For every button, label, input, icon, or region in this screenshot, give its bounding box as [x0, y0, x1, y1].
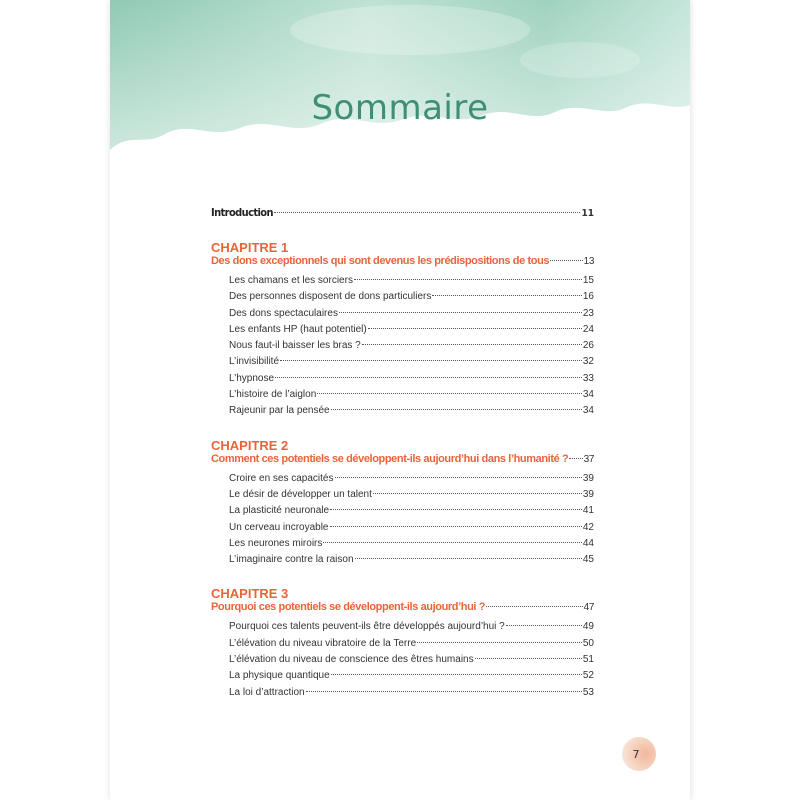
toc-entry-label: Le désir de développer un talent — [229, 488, 372, 500]
toc-item[interactable] — [229, 324, 594, 340]
toc-entry-label: Des dons spectaculaires — [229, 307, 338, 319]
toc-item[interactable] — [229, 291, 594, 307]
chapter-heading: CHAPITRE 2 — [211, 437, 289, 453]
dot-leader — [486, 606, 583, 607]
dot-leader — [323, 542, 582, 543]
dot-leader — [331, 409, 582, 410]
toc-entry-label: La plasticité neuronale — [229, 505, 330, 517]
toc-page-number: 24 — [582, 323, 594, 335]
toc-page-number: 49 — [582, 621, 594, 633]
toc-page-number: 26 — [582, 340, 594, 352]
toc-page-number: 44 — [582, 537, 594, 549]
toc-entry-label: Introduction — [211, 206, 273, 219]
toc-entry-label: Comment ces potentiels se développent-ils aujourd’hui dans l’humanité ? — [211, 452, 569, 465]
toc-page-number: 23 — [582, 307, 594, 319]
toc-item[interactable] — [229, 554, 594, 570]
toc-item[interactable] — [229, 505, 594, 521]
dot-leader — [550, 260, 583, 261]
chapter-heading: CHAPITRE 3 — [211, 586, 289, 602]
toc-chapter-title[interactable] — [211, 255, 594, 272]
toc-entry-label: Nous faut-il baisser les bras ? — [229, 340, 361, 352]
toc-page-number: 52 — [582, 670, 594, 682]
toc-page-number: 37 — [583, 453, 594, 465]
toc-entry-label: Rajeunir par la pensée — [229, 405, 330, 417]
toc-entry-label: L’hypnose — [229, 372, 275, 384]
toc-item[interactable] — [229, 473, 594, 489]
dot-leader — [355, 558, 582, 559]
toc-page-number: 45 — [582, 554, 594, 566]
toc-item[interactable] — [229, 389, 594, 405]
toc-item[interactable] — [229, 489, 594, 505]
toc-entry-label: L’élévation du niveau de conscience des êtres humains — [229, 654, 474, 666]
toc-entry-label: Des dons exceptionnels qui sont devenus les prédispositions de tous — [211, 255, 550, 267]
dot-leader — [275, 377, 582, 378]
toc-item[interactable] — [229, 621, 594, 637]
toc-page-number: 42 — [582, 521, 594, 533]
dot-leader — [335, 477, 582, 478]
toc-page-number: 53 — [582, 686, 594, 698]
dot-leader — [506, 625, 582, 626]
toc-item[interactable] — [229, 654, 594, 670]
dot-leader — [373, 493, 582, 494]
toc-page-number: 39 — [582, 472, 594, 484]
toc-entry-label: Croire en ses capacités — [229, 472, 334, 484]
toc-page-number: 34 — [582, 389, 594, 401]
toc-page-number: 39 — [582, 488, 594, 500]
dot-leader — [280, 360, 582, 361]
page-number-badge — [622, 737, 656, 771]
dot-leader — [330, 526, 582, 527]
toc-item[interactable] — [229, 405, 594, 421]
page-title: Sommaire — [311, 88, 489, 128]
toc-page-number: 13 — [583, 256, 594, 267]
toc-entry-label: Les chamans et les sorciers — [229, 275, 353, 286]
toc-item[interactable] — [229, 356, 594, 372]
toc-item-list — [229, 621, 594, 702]
dot-leader — [417, 642, 582, 643]
toc-item[interactable] — [229, 522, 594, 538]
dot-leader — [432, 295, 582, 296]
dot-leader — [475, 658, 582, 659]
toc-page-number: 50 — [582, 637, 594, 649]
dot-leader — [274, 212, 581, 213]
toc-page-number: 16 — [582, 291, 594, 303]
dot-leader — [317, 393, 582, 394]
toc-page-number: 41 — [582, 505, 594, 517]
dot-leader — [306, 691, 582, 692]
toc-item[interactable] — [229, 687, 594, 703]
toc-item-list — [229, 275, 594, 422]
toc-item[interactable] — [229, 638, 594, 654]
page-number: 7 — [632, 747, 640, 761]
toc-chapter-title[interactable] — [211, 453, 594, 470]
toc-entry-label: La physique quantique — [229, 670, 330, 682]
toc-item[interactable] — [229, 373, 594, 389]
dot-leader — [331, 674, 582, 675]
toc-entry-label: Un cerveau incroyable — [229, 521, 329, 533]
toc-entry-label: L’invisibilité — [229, 356, 280, 368]
toc-item[interactable] — [229, 275, 594, 291]
toc-chapter-title[interactable] — [211, 601, 594, 618]
toc-item[interactable] — [229, 670, 594, 686]
toc-entry-label: L’élévation du niveau vibratoire de la Terre — [229, 637, 417, 649]
book-page — [110, 0, 690, 800]
toc-item[interactable] — [229, 340, 594, 356]
toc-page-number: 33 — [582, 372, 594, 384]
toc-page-number: 51 — [582, 654, 594, 666]
toc-item[interactable] — [229, 308, 594, 324]
chapter-heading: CHAPITRE 1 — [211, 240, 289, 255]
toc-page-number: 15 — [582, 275, 594, 286]
toc-entry-label: Des personnes disposent de dons particuliers — [229, 291, 432, 303]
toc-entry-label: Pourquoi ces potentiels se développent-ils aujourd’hui ? — [211, 601, 486, 614]
table-of-contents — [211, 206, 594, 703]
toc-item-list — [229, 473, 594, 571]
toc-entry-label: La loi d’attraction — [229, 686, 305, 698]
toc-page-number: 47 — [583, 602, 594, 614]
toc-page-number: 32 — [582, 356, 594, 368]
toc-item[interactable] — [229, 538, 594, 554]
dot-leader — [569, 458, 582, 459]
dot-leader — [368, 328, 582, 329]
dot-leader — [354, 279, 582, 280]
toc-page-number: 34 — [582, 405, 594, 417]
toc-entry-label: Les neurones miroirs — [229, 537, 323, 549]
dot-leader — [339, 312, 582, 313]
toc-entry-label: Pourquoi ces talents peuvent-ils être développés aujourd’hui ? — [229, 621, 505, 633]
toc-entry-label: Les enfants HP (haut potentiel) — [229, 323, 367, 335]
toc-entry-label: L’histoire de l’aiglon — [229, 389, 317, 401]
dot-leader — [362, 344, 582, 345]
toc-page-number: 11 — [581, 208, 594, 219]
toc-entry-label: L’imaginaire contre la raison — [229, 554, 354, 566]
toc-introduction[interactable] — [211, 206, 594, 224]
dot-leader — [330, 509, 582, 510]
